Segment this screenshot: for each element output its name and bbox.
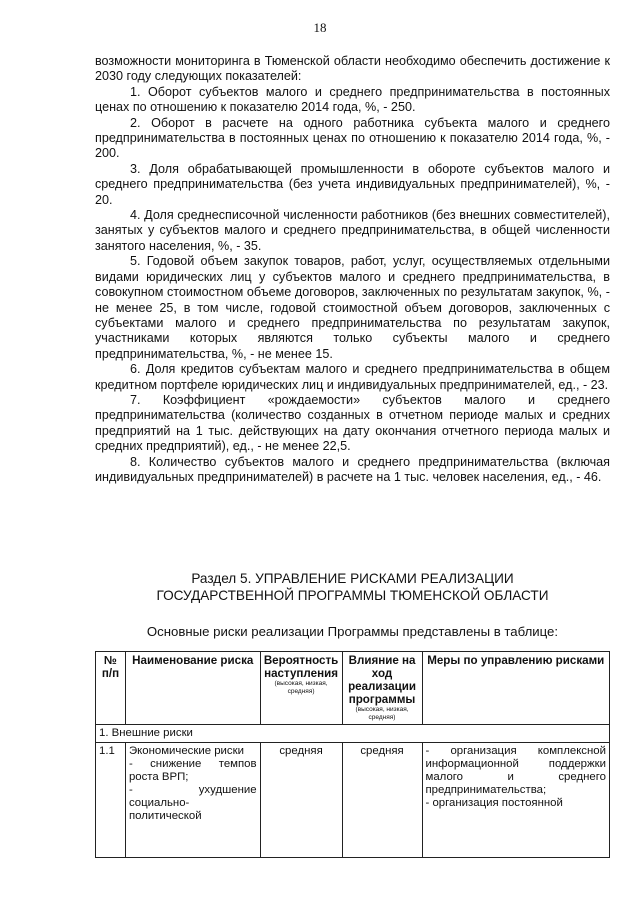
indicator-2: 2. Оборот в расчете на одного работника субъекта малого и среднего предпринимательства в постоянных ценах по отношению к показателю 2014 года, %, - 200. — [95, 115, 610, 161]
table-row — [96, 743, 610, 858]
indicator-4: 4. Доля среднесписочной численности работников (без внешних совместителей), занятых у субъектов малого и среднего предпринимательства, в общей численности занятого населения, %, - 35. — [95, 208, 610, 253]
header-probability-label: Вероятность наступления — [263, 654, 339, 680]
document-body — [95, 54, 610, 485]
row-impact: средняя — [342, 743, 422, 858]
header-probability — [260, 652, 342, 725]
table-intro: Основные риски реализации Программы представлены в таблице: — [146, 624, 559, 639]
indicator-5: 5. Годовой объем закупок товаров, работ, услуг, осуществляемых отдельными видами юридических лиц у субъектов малого и среднего предпринимательства, в совокупном стоимостном объеме договоров, заключенных по результатам закупок, %, - не менее 25, в том числе, годовой стоимостной объем договоров, заключенных с субъектами малого и среднего предпринимательства по результатам закупок, участниками которых являются только субъекты малого и среднего предпринимательства, %, - не менее 15. — [95, 254, 610, 361]
risks-table — [95, 651, 610, 858]
page-number: 18 — [313, 20, 327, 35]
risk-item-1: - снижение темпов роста ВРП; — [128, 758, 257, 783]
paragraph-continuation: возможности мониторинга в Тюменской области необходимо обеспечить достижение к 2030 году следующих показателей: — [95, 54, 610, 84]
header-num: № п/п — [96, 652, 126, 725]
measure-2: - организация постоянной — [425, 797, 563, 809]
table-header-row — [96, 652, 610, 725]
row-measures — [422, 743, 610, 858]
measure-1: - организация комплексной информационной поддержки малого и среднего предпринимательства; — [425, 745, 606, 796]
risk-item-2: - ухудшение социально-политической — [128, 784, 257, 822]
indicator-8: 8. Количество субъектов малого и среднего предпринимательства (включая индивидуальных предпринимателей) в расчете на 1 тыс. человек населения, ед., - 46. — [95, 454, 610, 484]
section-heading — [95, 570, 610, 604]
indicator-7: 7. Коэффициент «рождаемости» субъектов малого и среднего предпринимательства (количество созданных в отчетном периоде малых и средних предприятий на 1 тыс. действующих на дату окончания отчетного периода малых и средних предприятий), ед., - не менее 22,5. — [95, 392, 610, 454]
indicator-1: 1. Оборот субъектов малого и среднего предпринимательства в постоянных ценах по отношению к показателю 2014 года, %, - 250. — [95, 84, 610, 115]
indicator-3: 3. Доля обрабатывающей промышленности в обороте субъектов малого и среднего предпринимательства (без учета индивидуальных предпринимателей), %, - 20. — [95, 161, 610, 207]
section-heading-line-1: Раздел 5. УПРАВЛЕНИЕ РИСКАМИ РЕАЛИЗАЦИИ — [191, 571, 514, 586]
header-probability-note: (высокая, низкая, средняя) — [274, 680, 328, 695]
section-heading-line-2: ГОСУДАРСТВЕННОЙ ПРОГРАММЫ ТЮМЕНСКОЙ ОБЛАСТИ — [156, 588, 549, 603]
table-group-row — [96, 725, 610, 743]
header-risk-name: Наименование риска — [125, 652, 260, 725]
header-measures: Меры по управлению рисками — [422, 652, 610, 725]
group-external-risks: 1. Внешние риски — [96, 725, 610, 743]
row-probability: средняя — [260, 743, 342, 858]
header-impact — [342, 652, 422, 725]
row-num: 1.1 — [96, 743, 126, 858]
row-risk-name — [125, 743, 260, 858]
risk-title: Экономические риски — [128, 745, 244, 757]
header-impact-note: (высокая, низкая, средняя) — [355, 706, 409, 721]
indicator-6: 6. Доля кредитов субъектам малого и среднего предпринимательства в общем кредитном портфеле юридических лиц и индивидуальных предпринимателей, ед., - 23. — [95, 362, 610, 392]
header-impact-label: Влияние на ход реализации программы — [348, 654, 416, 706]
